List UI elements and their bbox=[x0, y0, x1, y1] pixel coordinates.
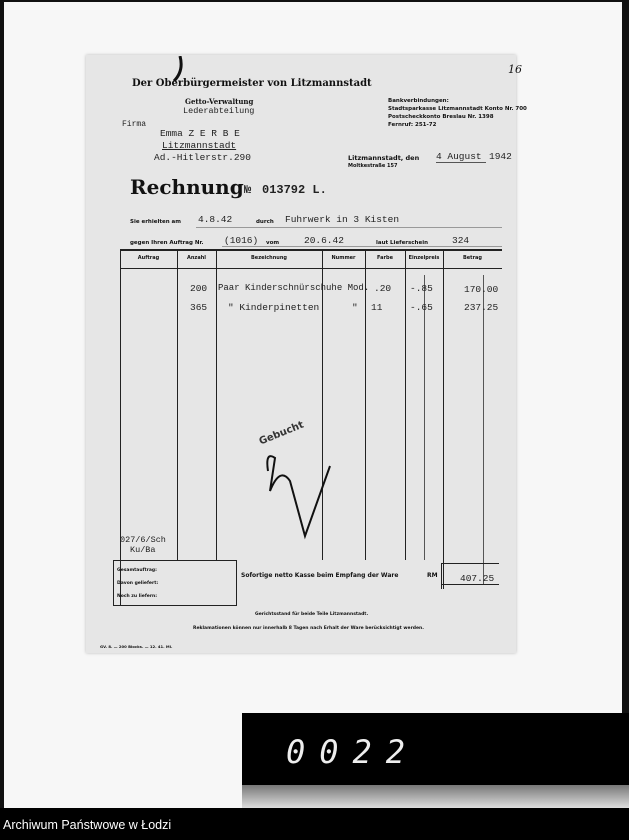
via-value: Fuhrwerk in 3 Kisten bbox=[285, 214, 400, 225]
archive-name: Archiwum Państwowe w Łodzi bbox=[3, 818, 172, 832]
row-desc: Paar Kinderschnürschuhe Mod. bbox=[218, 283, 370, 293]
date-value: 4 August bbox=[436, 151, 486, 163]
row-number: " bbox=[352, 302, 358, 313]
bank-phone: Fernruf: 251-72 bbox=[388, 122, 437, 128]
row-amount: 237.25 bbox=[464, 302, 499, 313]
invoice-title: Rechnung bbox=[130, 175, 244, 199]
header-farbe: Farbe bbox=[377, 255, 393, 261]
summary-box bbox=[113, 560, 237, 606]
slip-number: 324 bbox=[452, 235, 470, 246]
bank-details bbox=[388, 97, 527, 129]
via-label: durch bbox=[256, 219, 274, 225]
recipient-city: Litzmannstadt bbox=[162, 140, 237, 151]
letterhead-issuer: Der Oberbürgermeister von Litzmannstadt bbox=[132, 78, 372, 89]
complaints-note: Reklamationen können nur innerhalb 8 Tagen nach Erhalt der Ware berücksichtigt werden. bbox=[193, 626, 424, 631]
bank-line1: Stadtsparkasse Litzmannstadt Konto Nr. 700 bbox=[388, 106, 527, 112]
order-number: (1016) bbox=[224, 235, 259, 246]
received-label: Sie erhielten am bbox=[130, 219, 181, 225]
payment-terms: Sofortige netto Kasse beim Empfang der Ware bbox=[241, 572, 399, 579]
bank-title: Bankverbindungen: bbox=[388, 98, 449, 104]
date-year: 1942 bbox=[489, 151, 512, 162]
order-reference-initials: Ku/Ba bbox=[130, 545, 156, 555]
row-desc: " Kinderpinetten bbox=[228, 302, 320, 313]
film-edge bbox=[242, 785, 629, 808]
jurisdiction-note: Gerichtsstand für beide Teile Litzmannstadt. bbox=[255, 612, 369, 617]
bank-line2: Postscheckkonto Breslau Nr. 1398 bbox=[388, 114, 494, 120]
print-code: GV. 8. — 200 Blocks. — 12. 41. Ml. bbox=[100, 644, 173, 649]
archive-footer bbox=[0, 808, 629, 840]
date-label: Litzmannstadt, den bbox=[348, 154, 420, 162]
row-amount: 170.00 bbox=[464, 284, 499, 295]
order-reference: 027/6/Sch bbox=[120, 535, 166, 545]
header-einzelpreis: Einzelpreis bbox=[408, 255, 440, 261]
received-date: 4.8.42 bbox=[198, 214, 233, 225]
header-auftrag: Auftrag bbox=[137, 255, 160, 261]
row-number: .20 bbox=[374, 283, 392, 294]
header-anzahl: Anzahl bbox=[187, 255, 206, 261]
order-date: 20.6.42 bbox=[304, 235, 344, 246]
booked-stamp: Gebucht bbox=[257, 419, 306, 448]
order-date-label: vom bbox=[266, 240, 280, 246]
recipient-label: Firma bbox=[122, 120, 147, 129]
recipient-street: Ad.-Hitlerstr.290 bbox=[154, 152, 251, 163]
signature bbox=[260, 446, 340, 546]
row-unit: -.65 bbox=[410, 302, 433, 313]
ink-mark bbox=[170, 56, 190, 86]
summary-total-order: Gesamtauftrag: bbox=[117, 568, 157, 573]
slip-label: laut Lieferschein bbox=[376, 240, 428, 246]
frame-counter: 0022 bbox=[286, 733, 420, 771]
recipient-name: Emma Z E R B E bbox=[160, 128, 240, 139]
handwritten-page-number: 16 bbox=[508, 63, 522, 76]
header-betrag: Betrag bbox=[462, 255, 482, 261]
letterhead-department: Getto-Verwaltung bbox=[185, 97, 254, 106]
invoice-number: 013792 L. bbox=[262, 183, 327, 197]
order-label: gegen Ihren Auftrag Nr. bbox=[130, 240, 204, 246]
header-bezeichnung: Bezeichnung bbox=[251, 255, 287, 261]
invoice-number-label: № bbox=[244, 183, 252, 197]
row-qty: 365 bbox=[190, 302, 208, 313]
total-amount: 407.25 bbox=[460, 573, 495, 584]
frame-counter-display bbox=[242, 713, 629, 785]
summary-remaining: Noch zu liefern: bbox=[117, 594, 158, 599]
currency: RM bbox=[427, 572, 438, 579]
letterhead-subdepartment: Lederabteilung bbox=[183, 106, 255, 116]
row-unit: -.85 bbox=[410, 283, 433, 294]
issuer-address: Moltkestraße 157 bbox=[348, 163, 398, 169]
header-nummer: Nummer bbox=[331, 255, 356, 261]
summary-delivered: Davon geliefert: bbox=[117, 581, 159, 586]
row-color: 11 bbox=[371, 302, 383, 313]
row-qty: 200 bbox=[190, 283, 208, 294]
